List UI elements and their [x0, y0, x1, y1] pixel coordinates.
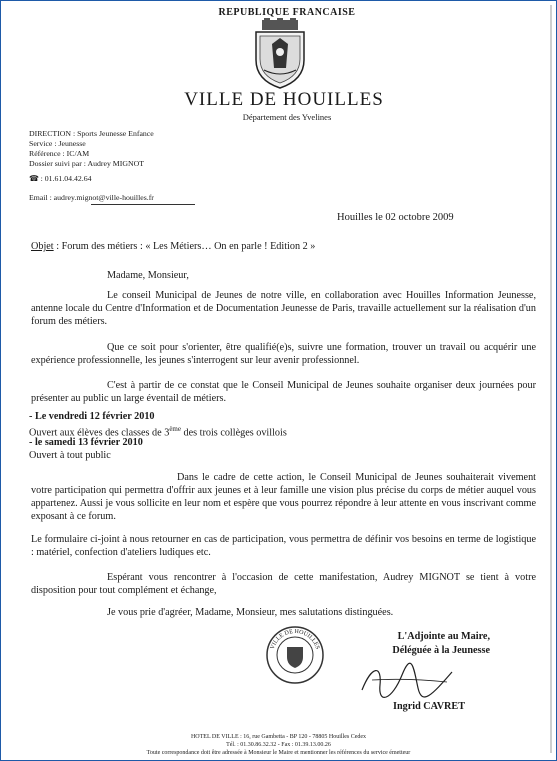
- sender-service: Service : Jeunesse: [29, 139, 86, 148]
- official-seal-icon: [265, 625, 325, 685]
- sender-phone: ☎ : 01.61.04.42.64: [29, 174, 92, 183]
- city-crest-icon: [250, 18, 310, 90]
- footer-note: Toute correspondance doit être adressée à Monsieur le Maire et mentionner les références du service émetteur: [146, 750, 411, 756]
- footer-address: HOTEL DE VILLE : 16, rue Gambetta - BP 120 - 78805 Houilles Cedex: [190, 734, 367, 740]
- sender-email: Email : audrey.mignot@ville-houilles.fr: [29, 193, 154, 202]
- signatory-title-1: L'Adjointe au Maire,: [397, 631, 490, 642]
- letter-date: Houilles le 02 octobre 2009: [337, 212, 454, 223]
- republic-heading: REPUBLIQUE FRANCAISE: [218, 7, 356, 18]
- paragraph-7: Je vous prie d'agréer, Madame, Monsieur, mes salutations distinguées.: [107, 607, 394, 618]
- seal-text: VILLE DE HOUILLES: [269, 628, 321, 651]
- event-day-2: - le samedi 13 février 2010: [29, 437, 143, 448]
- event-day-1-sup: ème: [169, 425, 181, 433]
- subject-line: [31, 241, 315, 252]
- sender-reference: Référence : IC/AM: [29, 149, 90, 158]
- sender-direction: DIRECTION : Sports Jeunesse Enfance: [29, 129, 154, 138]
- email-underline: [91, 204, 195, 205]
- footer-phone: Tél. : 01.30.86.32.32 - Fax : 01.39.13.00.26: [226, 742, 331, 748]
- event-day-1: - Le vendredi 12 février 2010: [29, 411, 155, 422]
- paragraph-6: Espérant vous rencontrer à l'occasion de cette manifestation, Audrey MIGNOT se tient à votre disposition pour tout complément et échange,: [31, 572, 536, 596]
- subject-label: Objet: [31, 241, 54, 252]
- letter-page: [7, 5, 552, 756]
- handwritten-signature-icon: [352, 660, 462, 702]
- subject-text: : Forum des métiers : « Les Métiers… On en parle ! Edition 2 »: [53, 241, 316, 252]
- event-day-2-desc: Ouvert à tout public: [29, 450, 111, 461]
- department-name: Département des Yvelines: [242, 112, 332, 122]
- sender-dossier: Dossier suivi par : Audrey MIGNOT: [29, 159, 144, 168]
- signatory-name: Ingrid CAVRET: [393, 701, 465, 712]
- greeting: Madame, Monsieur,: [107, 270, 189, 281]
- paragraph-5: Le formulaire ci-joint à nous retourner en cas de participation, vous permettra de définir vos besoins en terme de logistique : matériel, confection d'ateliers ludiques etc.: [31, 534, 536, 558]
- paragraph-4: Dans le cadre de cette action, le Conseil Municipal de Jeunes souhaiterait vivement votre participation qui permettra d'offrir aux jeunes et à leur famille une vision plus précise du corps de métier auquel vous appartenez. Aussi je vous sollicite en leur nom et espère que vous pourrez répondre à leur attente en vous inscrivant comme exposant à ce forum.: [31, 472, 536, 522]
- event-day-1-desc-a: Ouvert aux élèves des classes de 3: [29, 427, 170, 439]
- paragraph-1: Le conseil Municipal de Jeunes de notre ville, en collaboration avec Houilles Information Jeunesse, antenne locale du Centre d'Information et de Documentation Jeunesse de Paris, travaille actuellement sur la réalisation d'un forum des métiers.: [31, 290, 536, 327]
- city-name: VILLE DE HOUILLES: [184, 89, 384, 110]
- paragraph-2: Que ce soit pour s'orienter, être qualifié(e)s, suivre une formation, trouver un travail ou acquérir une expérience professionnelle, les jeunes s'interrogent sur leur avenir professionnel.: [31, 342, 536, 366]
- paragraph-3: C'est à partir de ce constat que le Conseil Municipal de Jeunes souhaite organiser deux journées pour présenter au public un large éventail de métiers.: [31, 380, 536, 404]
- signatory-title-2: Déléguée à la Jeunesse: [392, 645, 490, 656]
- event-day-1-desc-b: des trois collèges ovillois: [180, 427, 287, 439]
